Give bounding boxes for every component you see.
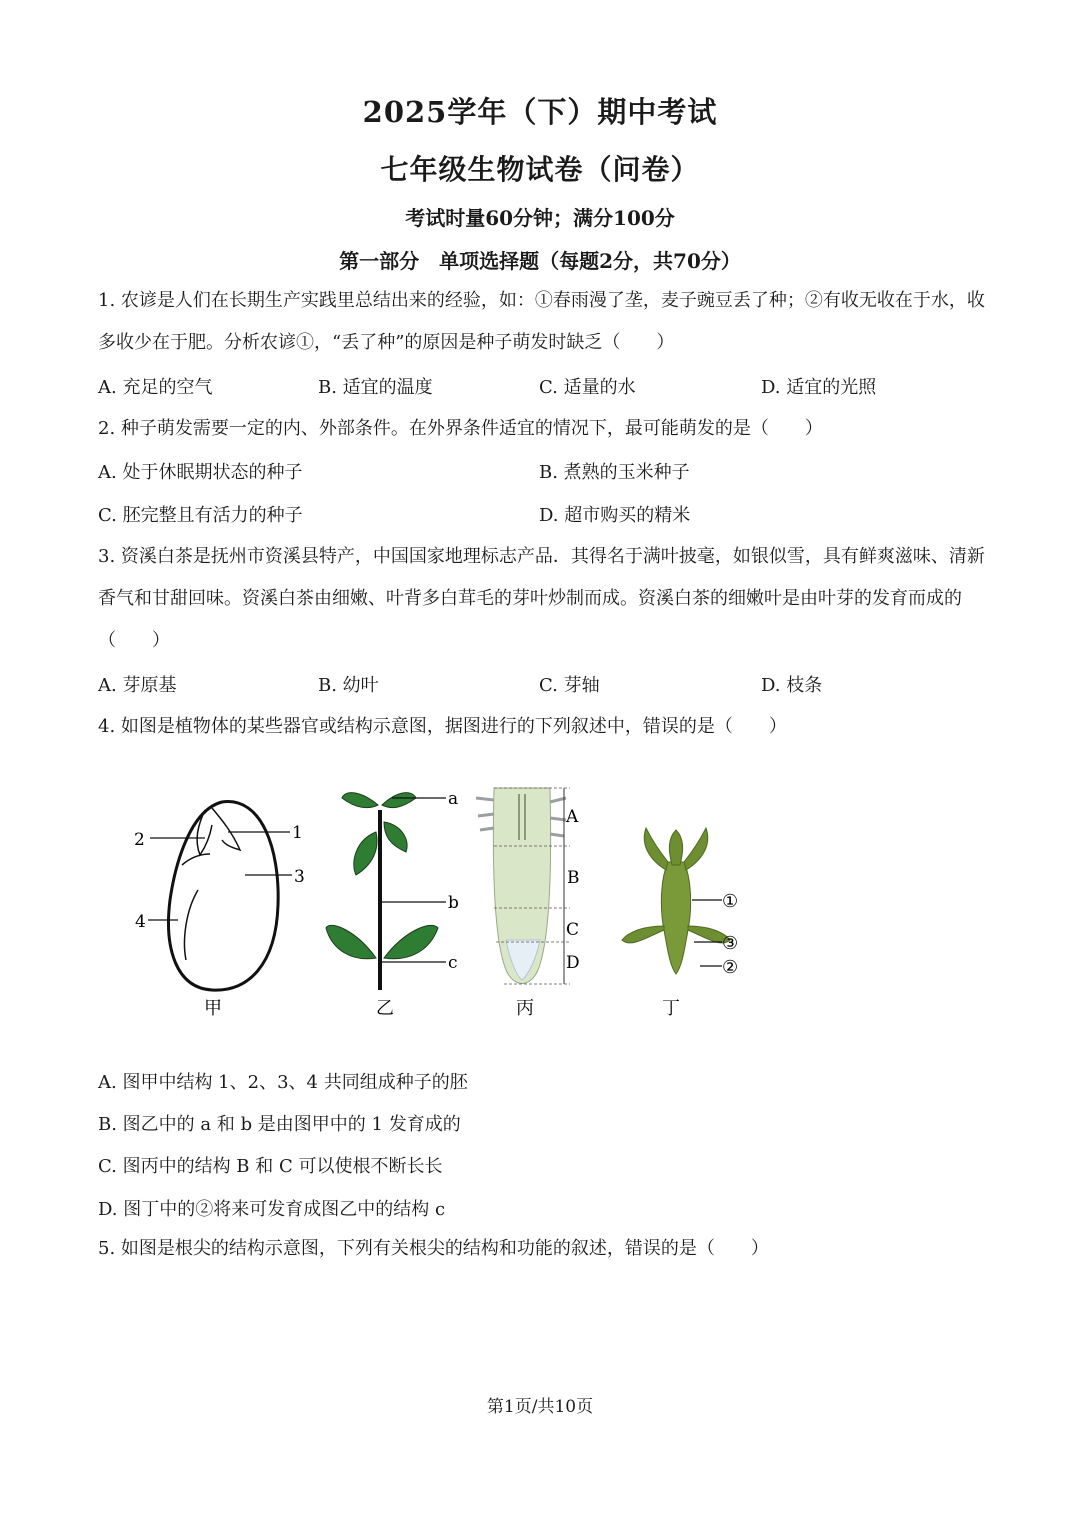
question-3-option-b: B. 幼叶 [318, 675, 379, 696]
question-4-option-c: C. 图丙中的结构 B 和 C 可以使根不断长长 [98, 1156, 443, 1177]
caption-yi: 乙 [376, 998, 394, 1019]
seed-label-4: 4 [135, 912, 146, 932]
question-2-stem: 2. 种子萌发需要一定的内、外部条件。在外界条件适宜的情况下，最可能萌发的是（ ） [98, 418, 823, 439]
question-2-option-c: C. 胚完整且有活力的种子 [98, 505, 303, 526]
question-1-option-d: D. 适宜的光照 [761, 377, 877, 398]
bud-label-2: ② [722, 957, 739, 978]
shoot-label-a: a [448, 789, 459, 809]
question-4-option-b: B. 图乙中的 a 和 b 是由图甲中的 1 发育成的 [98, 1114, 461, 1135]
question-3-stem: 3. 资溪白茶是抚州市资溪县特产，中国国家地理标志产品．其得名于满叶披毫，如银似雪，具有鲜爽滋味、清新香气和甘甜回味。资溪白茶由细嫩、叶背多白茸毛的芽叶炒制而成。资溪白茶的细嫩叶是由叶芽的发育而成的（ ） [98, 546, 985, 651]
root-label-d: D [566, 953, 580, 973]
question-1-stem: 1. 农谚是人们在长期生产实践里总结出来的经验，如：①春雨漫了垄，麦子豌豆丢了种；②有收无收在于水，收多收少在于肥。分析农谚①，“丢了种”的原因是种子萌发时缺乏（ ） [98, 290, 985, 353]
question-1-option-c: C. 适量的水 [539, 377, 636, 398]
shoot-label-c: c [448, 953, 458, 973]
seed-label-3: 3 [294, 867, 305, 887]
seed-label-1: 1 [292, 823, 303, 843]
root-label-a: A [566, 807, 579, 827]
page-number: 第1页/共10页 [486, 1397, 594, 1417]
paper-subtitle: 七年级生物试卷（问卷） [380, 153, 700, 186]
seed-diagram [134, 802, 305, 991]
question-1-options [98, 373, 988, 403]
shoot-label-b: b [448, 893, 459, 913]
caption-jia: 甲 [204, 998, 222, 1019]
seed-label-2: 2 [134, 830, 145, 850]
root-label-c: C [566, 920, 580, 940]
bud-diagram [622, 828, 738, 978]
question-2-option-b: B. 煮熟的玉米种子 [539, 462, 690, 483]
exam-title: 2025学年（下）期中考试 [362, 95, 718, 129]
bud-label-3: ③ [722, 933, 739, 954]
question-3-option-d: D. 枝条 [761, 675, 823, 696]
caption-bing: 丙 [516, 998, 534, 1019]
exam-info: 考试时量60分钟；满分100分 [405, 206, 675, 230]
question-2-option-a: A. 处于休眠期状态的种子 [98, 462, 303, 483]
section-heading: 第一部分 单项选择题（每题2分，共70分） [339, 249, 741, 273]
bud-label-1: ① [722, 891, 739, 912]
root-tip-diagram [476, 788, 580, 984]
question-3-option-a: A. 芽原基 [98, 675, 177, 696]
root-label-b: B [567, 868, 580, 888]
question-4-stem: 4. 如图是植物体的某些器官或结构示意图，据图进行的下列叙述中，错误的是（ ） [98, 716, 787, 737]
question-2-option-d: D. 超市购买的精米 [539, 505, 691, 526]
question-3-option-c: C. 芽轴 [539, 675, 600, 696]
question-3-options [98, 671, 988, 701]
question-2-options-row1 [98, 458, 988, 488]
question-5-stem: 5. 如图是根尖的结构示意图，下列有关根尖的结构和功能的叙述，错误的是（ ） [98, 1238, 769, 1259]
caption-ding: 丁 [662, 998, 680, 1019]
question-1-option-b: B. 适宜的温度 [318, 377, 433, 398]
question-2-options-row2 [98, 501, 988, 531]
question-1-option-a: A. 充足的空气 [98, 377, 213, 398]
question-4-option-a: A. 图甲中结构 1、2、3、4 共同组成种子的胚 [98, 1072, 468, 1093]
shoot-diagram [326, 789, 459, 990]
plant-structures-figure [0, 770, 1080, 1030]
question-4-option-d: D. 图丁中的②将来可发育成图乙中的结构 c [98, 1199, 446, 1220]
